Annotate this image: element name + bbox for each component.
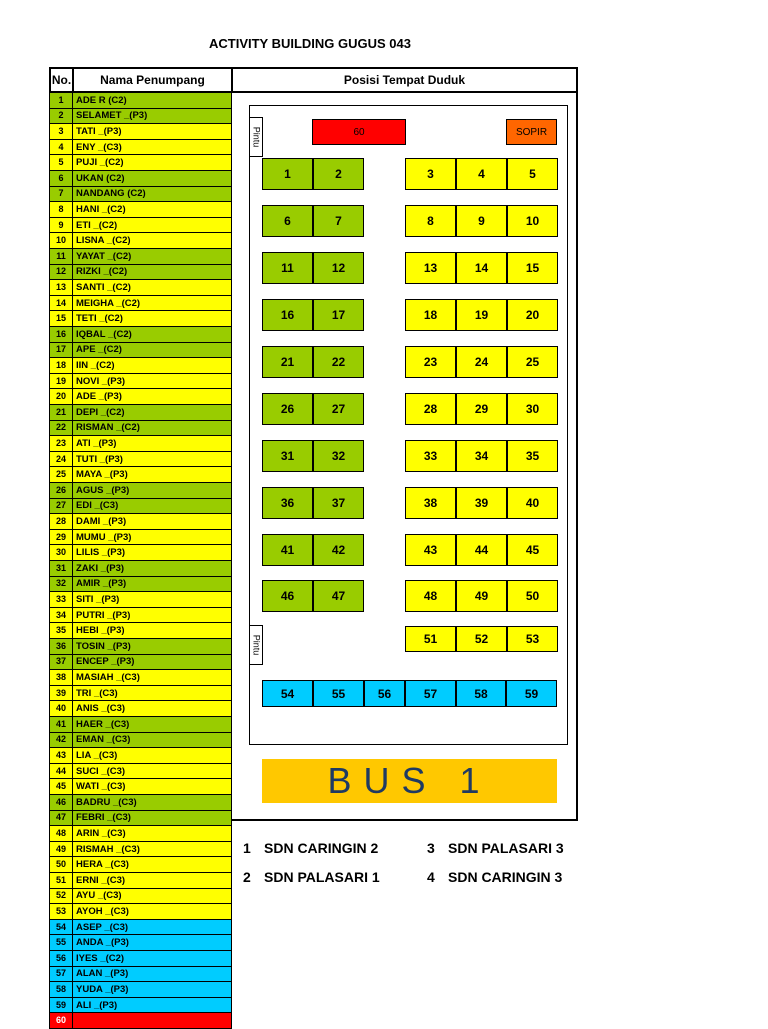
passenger-name: NANDANG (C2) [76, 188, 146, 200]
seat-25: 25 [507, 346, 558, 378]
passenger-row [49, 187, 232, 203]
seat-59: 59 [506, 680, 557, 707]
passenger-name: TUTI _(P3) [76, 453, 123, 465]
passenger-row [49, 218, 232, 234]
passenger-number: 25 [50, 467, 73, 482]
passenger-row [49, 623, 232, 639]
passenger-name: ADE _(P3) [76, 391, 122, 403]
passenger-row [49, 233, 232, 249]
passenger-name: DAMI _(P3) [76, 515, 127, 527]
passenger-number: 40 [50, 701, 73, 716]
seat-41: 41 [262, 534, 313, 566]
passenger-row [49, 405, 232, 421]
passenger-row [49, 327, 232, 343]
bus-banner: BUS 1 [262, 759, 557, 803]
passenger-name: TATI _(P3) [76, 125, 122, 137]
passenger-number: 5 [50, 155, 73, 170]
passenger-name: ASEP _(C3) [76, 921, 129, 933]
passenger-number: 46 [50, 795, 73, 810]
passenger-name [73, 1013, 231, 1028]
passenger-number: 45 [50, 779, 73, 794]
passenger-row [49, 951, 232, 967]
seat-1: 1 [262, 158, 313, 190]
passenger-name: ETI _(C2) [76, 219, 118, 231]
passenger-number: 59 [50, 998, 73, 1013]
passenger-row [49, 530, 232, 546]
passenger-number: 55 [50, 935, 73, 950]
header-name: Nama Penumpang [72, 67, 233, 93]
passenger-name: RISMAH _(C3) [76, 843, 140, 855]
passenger-name: ADE R (C2) [76, 94, 127, 106]
seat-8: 8 [405, 205, 456, 237]
passenger-number: 28 [50, 514, 73, 529]
seat-46: 46 [262, 580, 313, 612]
seat-53: 53 [507, 626, 558, 652]
passenger-name: DEPI _(C2) [76, 406, 125, 418]
passenger-row [49, 280, 232, 296]
passenger-row [49, 358, 232, 374]
passenger-number: 49 [50, 842, 73, 857]
school-number: 1 [243, 840, 251, 856]
header-seat-position: Posisi Tempat Duduk [231, 67, 578, 93]
seat-43: 43 [405, 534, 456, 566]
passenger-number: 37 [50, 655, 73, 670]
passenger-name: HERA _(C3) [76, 859, 129, 871]
passenger-number: 54 [50, 920, 73, 935]
passenger-row [49, 545, 232, 561]
passenger-number: 30 [50, 545, 73, 560]
passenger-number: 21 [50, 405, 73, 420]
seat-38: 38 [405, 487, 456, 519]
passenger-name: APE _(C2) [76, 344, 122, 356]
passenger-name: ALAN _(P3) [76, 968, 129, 980]
passenger-name: TOSIN _(P3) [76, 640, 131, 652]
passenger-row [49, 93, 232, 109]
seat-14: 14 [456, 252, 507, 284]
seat-13: 13 [405, 252, 456, 284]
seat-44: 44 [456, 534, 507, 566]
passenger-row [49, 811, 232, 827]
passenger-row [49, 155, 232, 171]
seat-37: 37 [313, 487, 364, 519]
passenger-name: IYES _(C2) [76, 952, 125, 964]
seat-6: 6 [262, 205, 313, 237]
passenger-row [49, 109, 232, 125]
passenger-name: HAER _(C3) [76, 718, 130, 730]
seat-21: 21 [262, 346, 313, 378]
passenger-row [49, 592, 232, 608]
passenger-name: AGUS _(P3) [76, 484, 130, 496]
passenger-row [49, 265, 232, 281]
passenger-name: MUMU _(P3) [76, 531, 132, 543]
passenger-name: SANTI _(C2) [76, 281, 131, 293]
seat-40: 40 [507, 487, 558, 519]
seat-7: 7 [313, 205, 364, 237]
passenger-row [49, 920, 232, 936]
seat-28: 28 [405, 393, 456, 425]
seat-48: 48 [405, 580, 456, 612]
passenger-name: UKAN (C2) [76, 172, 125, 184]
seat-9: 9 [456, 205, 507, 237]
passenger-number: 34 [50, 608, 73, 623]
passenger-name: ARIN _(C3) [76, 827, 126, 839]
passenger-name: SITI _(P3) [76, 593, 120, 605]
passenger-row [49, 826, 232, 842]
seat-10: 10 [507, 205, 558, 237]
passenger-number: 31 [50, 561, 73, 576]
passenger-number: 23 [50, 436, 73, 451]
seat-29: 29 [456, 393, 507, 425]
seat-12: 12 [313, 252, 364, 284]
passenger-name: IIN _(C2) [76, 359, 115, 371]
passenger-row [49, 249, 232, 265]
passenger-name: ANDA _(P3) [76, 937, 129, 949]
passenger-name: ATI _(P3) [76, 437, 117, 449]
seat-36: 36 [262, 487, 313, 519]
passenger-number: 58 [50, 982, 73, 997]
seat-20: 20 [507, 299, 558, 331]
passenger-name: AMIR _(P3) [76, 578, 127, 590]
school-name: SDN CARINGIN 3 [448, 869, 563, 885]
passenger-name: PUTRI _(P3) [76, 609, 131, 621]
passenger-number: 57 [50, 967, 73, 982]
passenger-name: MASIAH _(C3) [76, 671, 140, 683]
passenger-row [49, 857, 232, 873]
passenger-number: 2 [50, 109, 73, 124]
passenger-number: 24 [50, 452, 73, 467]
passenger-number: 50 [50, 857, 73, 872]
passenger-row [49, 499, 232, 515]
seat-57: 57 [405, 680, 456, 707]
passenger-number: 1 [50, 93, 73, 108]
passenger-name: NOVI _(P3) [76, 375, 126, 387]
seat-33: 33 [405, 440, 456, 472]
passenger-number: 3 [50, 124, 73, 139]
passenger-row [49, 202, 232, 218]
passenger-name: TETI _(C2) [76, 313, 123, 325]
passenger-number: 22 [50, 421, 73, 436]
seat-52: 52 [456, 626, 507, 652]
passenger-row [49, 389, 232, 405]
passenger-number: 48 [50, 826, 73, 841]
seat-16: 16 [262, 299, 313, 331]
passenger-number: 6 [50, 171, 73, 186]
passenger-row [49, 717, 232, 733]
seat-56: 56 [364, 680, 405, 707]
passenger-number: 60 [50, 1013, 73, 1028]
passenger-number: 4 [50, 140, 73, 155]
passenger-number: 18 [50, 358, 73, 373]
passenger-name: ALI _(P3) [76, 999, 118, 1011]
passenger-number: 51 [50, 873, 73, 888]
passenger-number: 20 [50, 389, 73, 404]
passenger-row [49, 842, 232, 858]
passenger-row [49, 577, 232, 593]
passenger-name: SELAMET _(P3) [76, 110, 148, 122]
passenger-row [49, 436, 232, 452]
seat-58: 58 [456, 680, 506, 707]
seat-54: 54 [262, 680, 313, 707]
seat-45: 45 [507, 534, 558, 566]
passenger-name: HEBI _(P3) [76, 625, 125, 637]
passenger-row [49, 343, 232, 359]
passenger-number: 17 [50, 343, 73, 358]
passenger-name: ANIS _(C3) [76, 703, 126, 715]
passenger-number: 52 [50, 889, 73, 904]
passenger-name: SUCI _(C3) [76, 765, 126, 777]
passenger-name: RISMAN _(C2) [76, 422, 140, 434]
passenger-name: PUJI _(C2) [76, 157, 124, 169]
passenger-name: YUDA _(P3) [76, 983, 129, 995]
passenger-name: ENY _(C3) [76, 141, 122, 153]
passenger-row [49, 686, 232, 702]
passenger-row [49, 935, 232, 951]
school-name: SDN PALASARI 3 [448, 840, 564, 856]
passenger-row [49, 889, 232, 905]
seat-3: 3 [405, 158, 456, 190]
passenger-name: BADRU _(C3) [76, 796, 137, 808]
passenger-row [49, 311, 232, 327]
passenger-name: MEIGHA _(C2) [76, 297, 141, 309]
passenger-row [49, 670, 232, 686]
seat-26: 26 [262, 393, 313, 425]
passenger-number: 47 [50, 811, 73, 826]
passenger-row [49, 764, 232, 780]
passenger-row [49, 733, 232, 749]
passenger-name: FEBRI _(C3) [76, 812, 131, 824]
passenger-number: 7 [50, 187, 73, 202]
passenger-name: HANI _(C2) [76, 203, 126, 215]
seat-11: 11 [262, 252, 313, 284]
page-title: ACTIVITY BUILDING GUGUS 043 [208, 36, 411, 51]
passenger-name: WATI _(C3) [76, 781, 126, 793]
front-door: Pintu [249, 117, 263, 157]
passenger-row [49, 1013, 232, 1029]
seat-19: 19 [456, 299, 507, 331]
passenger-row [49, 608, 232, 624]
passenger-row [49, 873, 232, 889]
passenger-number: 14 [50, 296, 73, 311]
passenger-name: LISNA _(C2) [76, 235, 131, 247]
passenger-number: 9 [50, 218, 73, 233]
passenger-name: ZAKI _(P3) [76, 562, 125, 574]
school-name: SDN CARINGIN 2 [264, 840, 379, 856]
seat-5: 5 [507, 158, 558, 190]
passenger-row [49, 779, 232, 795]
passenger-number: 26 [50, 483, 73, 498]
passenger-name: TRI _(C3) [76, 687, 118, 699]
passenger-row [49, 639, 232, 655]
seat-47: 47 [313, 580, 364, 612]
passenger-number: 15 [50, 311, 73, 326]
passenger-row [49, 998, 232, 1014]
passenger-row [49, 296, 232, 312]
seat-51: 51 [405, 626, 456, 652]
passenger-number: 44 [50, 764, 73, 779]
school-number: 4 [427, 869, 435, 885]
passenger-number: 35 [50, 623, 73, 638]
passenger-number: 42 [50, 733, 73, 748]
rear-door: Pintu [249, 625, 263, 665]
passenger-name: LILIS _(P3) [76, 547, 126, 559]
passenger-name: ENCEP _(P3) [76, 656, 135, 668]
passenger-number: 41 [50, 717, 73, 732]
passenger-name: YAYAT _(C2) [76, 250, 132, 262]
school-number: 3 [427, 840, 435, 856]
passenger-number: 16 [50, 327, 73, 342]
passenger-row [49, 171, 232, 187]
seat-30: 30 [507, 393, 558, 425]
passenger-row [49, 374, 232, 390]
passenger-row [49, 140, 232, 156]
seat-24: 24 [456, 346, 507, 378]
passenger-name: ERNI _(C3) [76, 874, 126, 886]
seat-31: 31 [262, 440, 313, 472]
seat-60: 60 [312, 119, 406, 145]
seat-2: 2 [313, 158, 364, 190]
seat-23: 23 [405, 346, 456, 378]
seat-32: 32 [313, 440, 364, 472]
school-number: 2 [243, 869, 251, 885]
passenger-number: 11 [50, 249, 73, 264]
passenger-name: AYOH _(C3) [76, 905, 129, 917]
passenger-number: 10 [50, 233, 73, 248]
passenger-row [49, 452, 232, 468]
seat-35: 35 [507, 440, 558, 472]
passenger-row [49, 421, 232, 437]
passenger-number: 53 [50, 904, 73, 919]
passenger-number: 36 [50, 639, 73, 654]
passenger-row [49, 967, 232, 983]
seat-22: 22 [313, 346, 364, 378]
passenger-name: IQBAL _(C2) [76, 328, 132, 340]
passenger-number: 56 [50, 951, 73, 966]
passenger-number: 32 [50, 577, 73, 592]
passenger-number: 13 [50, 280, 73, 295]
passenger-row [49, 904, 232, 920]
header-no: No. [49, 67, 74, 93]
passenger-row [49, 795, 232, 811]
seat-15: 15 [507, 252, 558, 284]
passenger-number: 43 [50, 748, 73, 763]
passenger-number: 19 [50, 374, 73, 389]
seat-49: 49 [456, 580, 507, 612]
seat-18: 18 [405, 299, 456, 331]
school-name: SDN PALASARI 1 [264, 869, 380, 885]
seat-55: 55 [313, 680, 364, 707]
passenger-number: 27 [50, 499, 73, 514]
passenger-row [49, 982, 232, 998]
passenger-row [49, 701, 232, 717]
driver-seat: SOPIR [506, 119, 557, 145]
seat-17: 17 [313, 299, 364, 331]
passenger-name: EMAN _(C3) [76, 734, 131, 746]
passenger-number: 38 [50, 670, 73, 685]
passenger-row [49, 483, 232, 499]
passenger-row [49, 748, 232, 764]
passenger-name: MAYA _(P3) [76, 469, 128, 481]
passenger-number: 39 [50, 686, 73, 701]
seat-39: 39 [456, 487, 507, 519]
seat-42: 42 [313, 534, 364, 566]
passenger-number: 29 [50, 530, 73, 545]
seat-34: 34 [456, 440, 507, 472]
seat-27: 27 [313, 393, 364, 425]
seat-50: 50 [507, 580, 558, 612]
passenger-number: 33 [50, 592, 73, 607]
seat-4: 4 [456, 158, 507, 190]
passenger-name: RIZKI _(C2) [76, 266, 128, 278]
passenger-row [49, 467, 232, 483]
passenger-number: 12 [50, 265, 73, 280]
passenger-name: LIA _(C3) [76, 749, 118, 761]
passenger-name: EDI _(C3) [76, 500, 119, 512]
passenger-name: AYU _(C3) [76, 890, 122, 902]
passenger-number: 8 [50, 202, 73, 217]
passenger-row [49, 655, 232, 671]
passenger-row [49, 514, 232, 530]
passenger-row [49, 561, 232, 577]
passenger-row [49, 124, 232, 140]
